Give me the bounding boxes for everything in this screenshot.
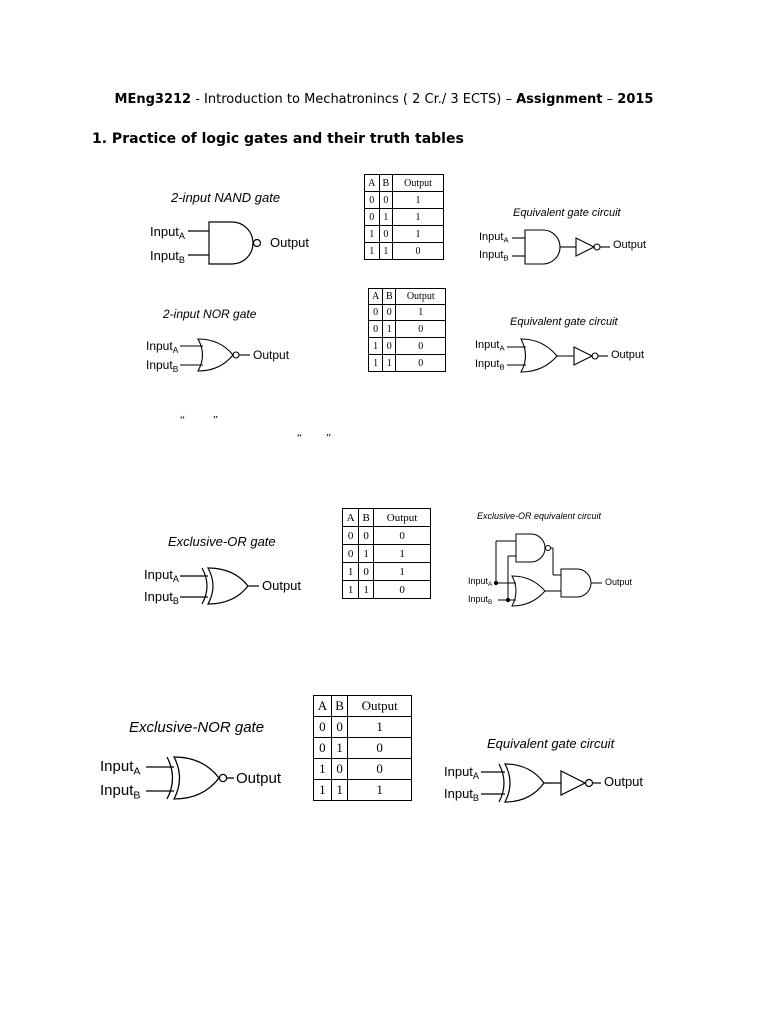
separator: – — [602, 92, 618, 107]
nor-output: Output — [253, 348, 290, 362]
xor-eq-input-a: Input$_A$ — [468, 576, 493, 589]
nand-truth-table: A B Output 0 0 1 0 1 1 1 0 1 1 1 0 — [364, 174, 444, 260]
nor-eq-input-a: Input$_A$ — [475, 339, 505, 353]
separator: – — [501, 92, 517, 107]
xnor-equivalent-title: Equivalent gate circuit — [487, 736, 615, 751]
nor-input-a: Input$_A$ — [146, 339, 179, 355]
course-code: MEng3212 — [114, 92, 192, 107]
xnor-eq-output: Output — [604, 774, 644, 789]
separator: - — [191, 92, 205, 107]
nand-title: 2-input NAND gate — [171, 190, 281, 205]
quote-close: ” — [326, 432, 331, 444]
xnor-input-b: Input$_B$ — [100, 782, 141, 802]
xnor-output: Output — [236, 770, 282, 787]
xnor-eq-input-a: Input$_A$ — [444, 764, 479, 782]
course-title: Introduction to Mechatronincs ( 2 Cr./ 3 ECTS) — [204, 92, 502, 107]
xor-truth-table: A B Output 0 0 0 0 1 1 1 0 1 1 1 0 — [342, 508, 431, 599]
nand-eq-input-b: Input$_B$ — [479, 249, 509, 263]
quote-open: “ — [297, 432, 302, 444]
nor-input-b: Input$_B$ — [146, 358, 179, 374]
xor-equivalent-title: Exclusive-OR equivalent circuit — [477, 511, 602, 521]
nor-truth-table: A B Output 0 0 1 0 1 0 1 0 0 1 1 0 — [368, 288, 446, 372]
quote-close: ” — [213, 414, 218, 426]
xnor-eq-input-b: Input$_B$ — [444, 786, 479, 804]
xnor-truth-table: A B Output 0 0 1 0 1 0 1 0 0 1 1 1 — [313, 695, 412, 801]
xor-output: Output — [262, 578, 302, 593]
nor-eq-output: Output — [611, 349, 645, 361]
nor-eq-input-b: Input$_B$ — [475, 358, 505, 372]
quote-open: “ — [180, 414, 185, 426]
nand-input-a: Input$_A$ — [150, 224, 185, 242]
xor-eq-input-b: Input$_B$ — [468, 594, 493, 607]
nand-output: Output — [270, 235, 310, 250]
xnor-input-a: Input$_A$ — [100, 758, 141, 778]
section-title: 1. Practice of logic gates and their truth tables — [92, 131, 464, 147]
xor-eq-output: Output — [605, 577, 633, 587]
assignment-label: Assignment — [516, 92, 603, 107]
xor-input-a: Input$_A$ — [144, 567, 179, 585]
xnor-title: Exclusive-NOR gate — [129, 719, 265, 736]
nand-eq-input-a: Input$_A$ — [479, 231, 509, 245]
xor-input-b: Input$_B$ — [144, 589, 179, 607]
year: 2015 — [617, 92, 654, 107]
nand-input-b: Input$_B$ — [150, 248, 185, 266]
nand-eq-output: Output — [613, 239, 647, 251]
nor-equivalent-title: Equivalent gate circuit — [510, 316, 618, 328]
nand-equivalent-title: Equivalent gate circuit — [513, 207, 621, 219]
xor-title: Exclusive-OR gate — [168, 534, 276, 549]
nor-title: 2-input NOR gate — [163, 307, 257, 321]
